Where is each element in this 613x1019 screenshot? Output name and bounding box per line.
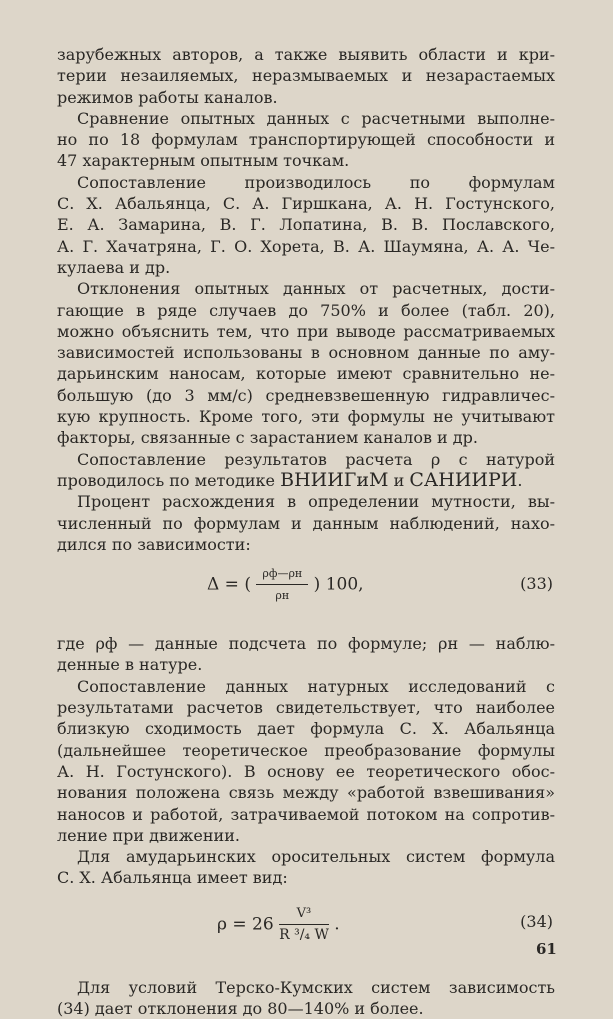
text-line: гающие в ряде случаев до 750% и более (табл. 20), — [57, 300, 555, 320]
equation-number-34: (34) — [520, 911, 553, 931]
text-line: Отклонения опытных данных от расчетных, дости- — [77, 279, 555, 299]
text-line: близкую сходимость дает формула С. Х. Абальянца — [57, 719, 555, 739]
text-line: нования положена связь между «работой взвешивания» — [57, 783, 555, 803]
text-line: режимов работы каналов. — [57, 87, 278, 107]
formula-34-numerator: V³ — [279, 903, 329, 925]
paragraph-8 — [57, 676, 555, 846]
text-fragment: и — [388, 470, 410, 490]
text-line: но по 18 формулам транспортирующей способности и — [57, 130, 555, 150]
formula-33-denominator: ρн — [275, 589, 290, 603]
text-line: дарьинским наносам, которые имеют сравнительно не- — [57, 364, 555, 384]
text-line: Сопоставление производилось по формулам — [77, 172, 555, 192]
text-line: кую крупность. Кроме того, эти формулы не учитывают — [57, 407, 555, 427]
text-line: терии незаиляемых, неразмываемых и незарастаемых — [57, 66, 555, 86]
text-line: А. Н. Гостунского). В основу ее теоретического обос- — [57, 761, 555, 781]
formula-33-lhs: Δ = ( — [207, 574, 251, 595]
text-line: кулаева и др. — [57, 257, 171, 277]
equation-number-33: (33) — [520, 574, 553, 594]
formula-34-rhs: . — [334, 913, 340, 934]
text-line: ление при движении. — [57, 825, 240, 845]
text-line: А. Г. Хачатряна, Г. О. Хорета, В. А. Шаумяна, А. А. Че- — [57, 236, 555, 256]
paragraph-1 — [57, 44, 555, 108]
formula-34-lhs: ρ = 26 — [217, 913, 274, 934]
text-line: Сопоставление данных натурных исследований с — [77, 676, 555, 696]
text-line: зарубежных авторов, а также выявить области и кри- — [57, 45, 555, 64]
body-text — [57, 44, 555, 1019]
text-line: Для условий Терско-Кумских систем зависимость — [77, 977, 555, 997]
text-line: численный по формулам и данным наблюдений, нахо- — [57, 513, 555, 533]
formula-34-denominator: R ³/₄ W — [279, 926, 329, 943]
acronym-saniiri: САНИИРИ — [409, 468, 518, 491]
formula-33-body — [207, 563, 364, 607]
paragraph-2 — [57, 108, 555, 172]
formula-33-fraction — [256, 563, 308, 607]
text-fragment: . — [517, 470, 523, 490]
text-line: (34) дает отклонения до 80—140% и более. — [57, 998, 424, 1018]
paragraph-6 — [57, 491, 555, 555]
text-line: зависимостей использованы в основном данные по аму- — [57, 343, 555, 363]
text-line: Сравнение опытных данных с расчетными выполне- — [77, 108, 555, 128]
acronym-vniigim: ВНИИГиМ — [280, 468, 389, 491]
text-line: результатами расчетов свидетельствует, что наиболее — [57, 698, 555, 718]
text-line: где ρф — данные подсчета по формуле; ρн — наблю- — [57, 634, 555, 654]
text-line: Для амударьинских оросительных систем формула — [77, 847, 555, 867]
paragraph-9 — [57, 846, 555, 889]
formula-34-body — [217, 903, 340, 947]
paragraph-7 — [57, 633, 555, 676]
text-fragment: проводилось по методике — [57, 470, 281, 490]
text-line: денные в натуре. — [57, 655, 203, 675]
paragraph-10 — [57, 977, 555, 1019]
paragraph-5 — [57, 449, 555, 492]
formula-33 — [57, 559, 555, 625]
text-line: (дальнейшее теоретическое преобразование формулы — [57, 740, 555, 760]
formula-34 — [57, 897, 555, 967]
text-line: можно объяснить тем, что при выводе рассматриваемых — [57, 321, 555, 341]
page-number: 61 — [536, 940, 557, 958]
formula-34-fraction — [279, 903, 329, 947]
text-line: С. Х. Абальянца, С. А. Гиршкана, А. Н. Гостунского, — [57, 194, 555, 214]
text-line: Процент расхождения в определении мутности, вы- — [77, 492, 555, 512]
text-line: большую (до 3 мм/с) средневзвешенную гидравличес- — [57, 385, 555, 405]
text-line: 47 характерным опытным точкам. — [57, 151, 350, 171]
paragraph-4 — [57, 278, 555, 448]
paragraph-3 — [57, 172, 555, 278]
text-line: факторы, связанные с зарастанием каналов и др. — [57, 428, 478, 448]
text-line: дился по зависимости: — [57, 534, 251, 554]
text-line: Е. А. Замарина, В. Г. Лопатина, В. В. Пославского, — [57, 215, 555, 235]
text-line: Сопоставление результатов расчета ρ с натурой — [77, 449, 555, 469]
text-line — [57, 470, 555, 491]
text-line: С. Х. Абальянца имеет вид: — [57, 868, 288, 888]
text-line: наносов и работой, затрачиваемой потоком на сопротив- — [57, 804, 555, 824]
formula-33-numerator: ρф—ρн — [256, 563, 308, 585]
formula-33-rhs: ) 100, — [313, 574, 364, 595]
